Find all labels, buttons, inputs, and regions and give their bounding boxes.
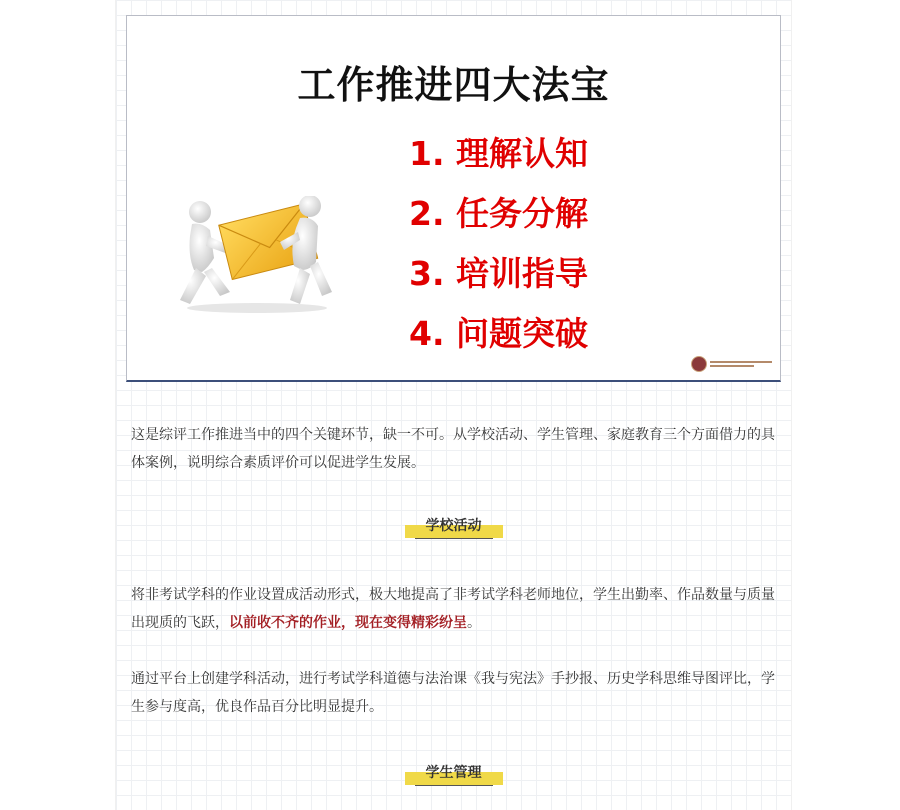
school-seal-icon [691,356,707,372]
activities-paragraph-2: 通过平台上创建学科活动，进行考试学科道德与法治课《我与宪法》手抄报、历史学科思维导图评比，学生参与度高，优良作品百分比明显提升。 [131,671,775,715]
step-item: 1. 理解认知 [409,134,588,173]
section-title: 学校活动 [425,518,482,534]
paragraph-end: 。 [467,615,481,631]
slide-title: 工作推进四大法宝 [297,63,610,107]
slide-image [126,15,781,382]
section-heading-student-management [116,763,791,787]
figures-carrying-envelope-illustration [172,196,342,316]
article-body [115,0,792,810]
intro-paragraph: 这是综评工作推进当中的四个关键环节，缺一不可。从学校活动、学生管理、家庭教育三个方面借力的具体案例，说明综合素质评价可以促进学生发展。 [131,427,775,471]
school-logo [691,356,772,372]
steps-list [409,124,588,364]
paragraph-text: 将非考试学科的作业设置成活动形式，极大地提高了非考试学科老师地位，学生出勤率、作品数量与质量出现质的飞跃， [131,587,775,631]
activities-paragraph-1 [131,581,776,637]
section-heading-school-activities [116,516,791,540]
section-title: 学生管理 [425,765,482,781]
step-item: 2. 任务分解 [409,194,588,233]
highlighted-text: 以前收不齐的作业，现在变得精彩纷呈 [229,615,467,631]
step-item: 4. 问题突破 [409,314,588,353]
step-item: 3. 培训指导 [409,254,588,293]
